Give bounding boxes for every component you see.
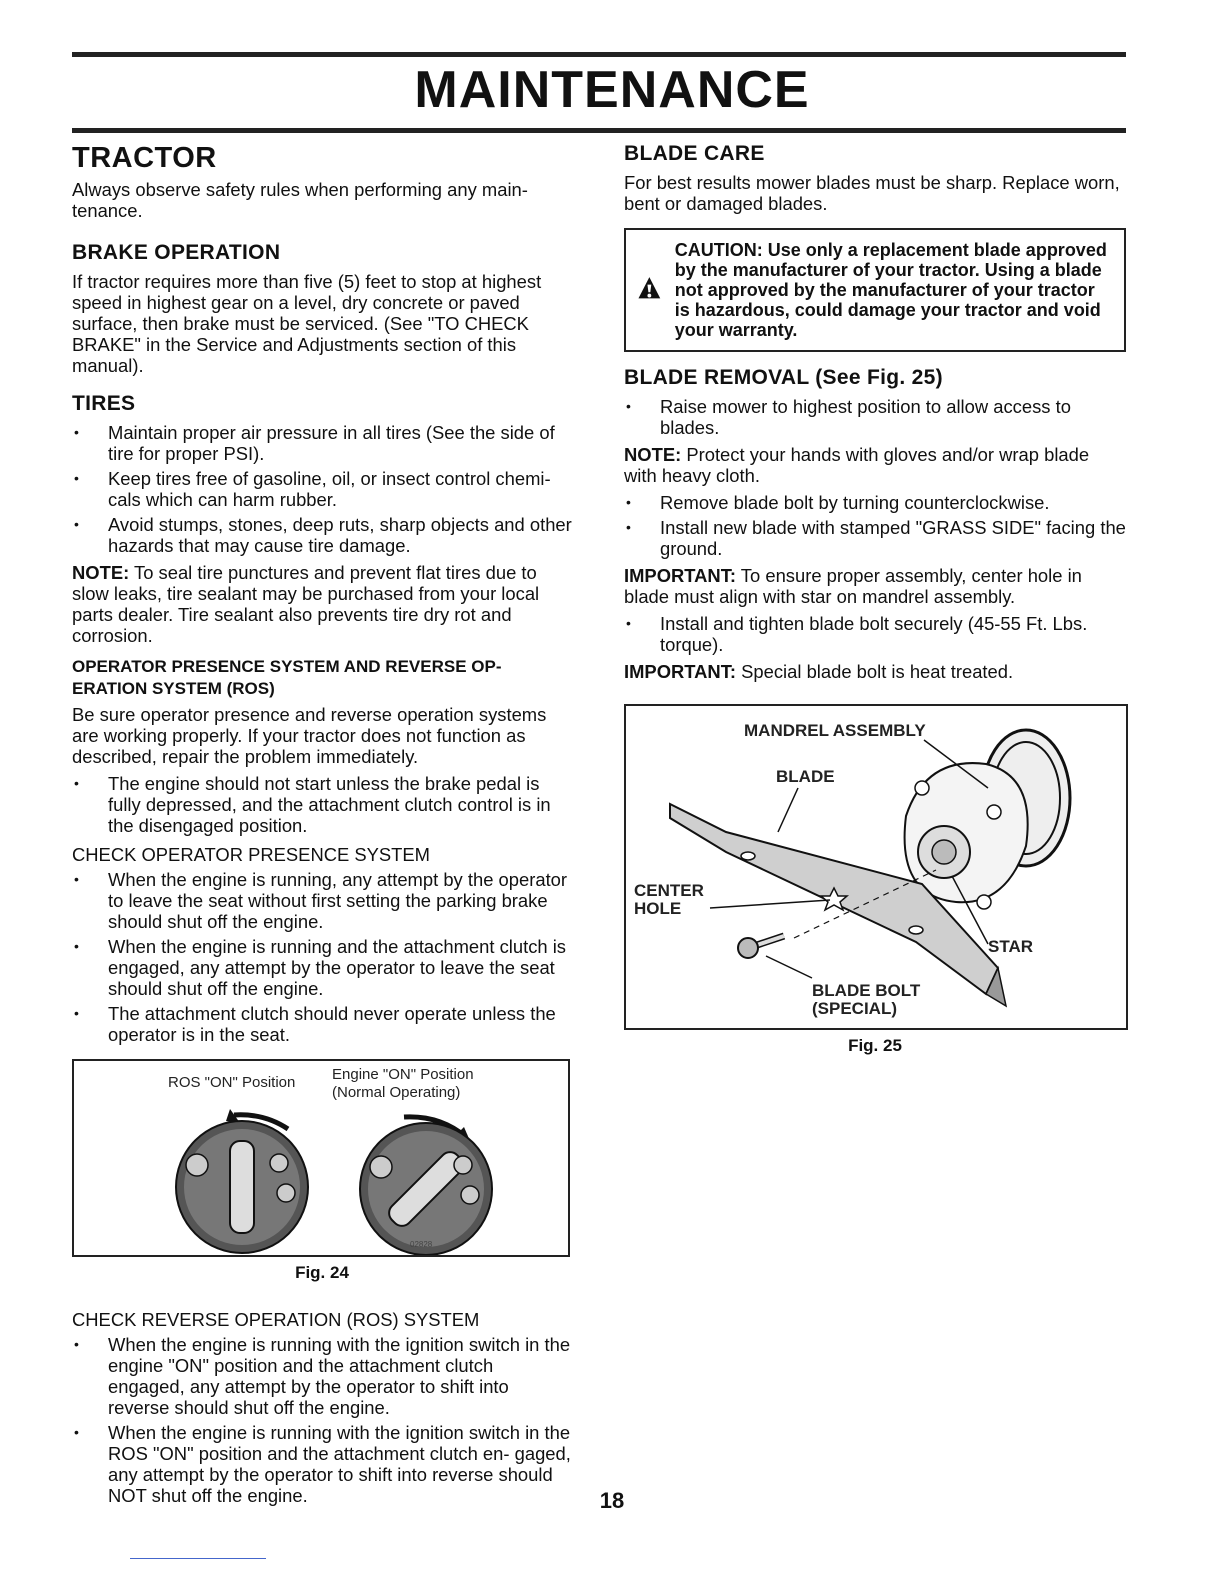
page-number: 18 xyxy=(599,1488,625,1513)
list-item: • When the engine is running with the ignition switch in the ROS "ON" position and the attachment clutch en- gaged, any attempt by the operator to shift into reverse should NOT shut off the engine. xyxy=(72,1422,572,1506)
list-item: • Avoid stumps, stones, deep ruts, sharp objects and other hazards that may cause tire damage. xyxy=(72,514,572,556)
list-item: • Install and tighten blade bolt securely (45-55 Ft. Lbs. torque). xyxy=(624,613,1126,655)
blade-leader-line xyxy=(778,788,798,832)
note-text: Protect your hands with gloves and/or wrap blade with heavy cloth. xyxy=(624,444,1090,486)
heading-blade-care: BLADE CARE xyxy=(624,142,765,165)
left-column xyxy=(72,142,572,1512)
blade-assembly-diagram xyxy=(626,706,1126,1028)
removal-note xyxy=(624,444,1126,486)
ros-dial-icon xyxy=(176,1109,308,1253)
list-item: • When the engine is running and the attachment clutch is engaged, any attempt by the operator to leave the seat should shut off the engine. xyxy=(72,936,572,999)
important-label: IMPORTANT: xyxy=(624,565,737,586)
center-hole-leader-line xyxy=(710,900,830,908)
heading-ros: OPERATOR PRESENCE SYSTEM AND REVERSE OP- ERATION SYSTEM (ROS) xyxy=(72,657,502,698)
caution-text: CAUTION: Use only a replacement blade approved by the manufacturer of your tractor. Using a blade not approved by the manufacturer of your tractor is hazardous, could damage your tractor and void your warranty. xyxy=(674,240,1107,340)
right-column xyxy=(624,142,1126,1068)
top-rule xyxy=(72,52,1126,57)
heading-check-operator-presence: CHECK OPERATOR PRESENCE SYSTEM xyxy=(72,844,431,865)
important-text: Special blade bolt is heat treated. xyxy=(736,661,1014,682)
bolt-leader-line xyxy=(766,956,812,978)
removal-list-3 xyxy=(624,613,1126,655)
hole-label: HOLE xyxy=(634,899,682,918)
mandrel-assembly-label: MANDREL ASSEMBLY xyxy=(744,721,926,740)
brake-text: If tractor requires more than five (5) feet to stop at highest speed in highest gear on a level, dry concrete or paved surface, then brake must be serviced. (See "TO CHECK BRAKE" in the Service and Adjustments section of this manual). xyxy=(72,271,542,376)
removal-list-2 xyxy=(624,492,1126,559)
note-label: NOTE: xyxy=(72,562,130,583)
heading-blade-removal: BLADE REMOVAL (See Fig. 25) xyxy=(624,366,943,389)
ros-list-3 xyxy=(72,1334,572,1506)
important-note-1 xyxy=(624,565,1126,607)
engine-position-sublabel: (Normal Operating) xyxy=(332,1084,461,1101)
removal-list-1 xyxy=(624,396,1126,438)
figure-24-caption: Fig. 24 xyxy=(295,1263,349,1282)
blade-bolt-label: BLADE BOLT xyxy=(812,981,921,1000)
list-item: • The attachment clutch should never operate unless the operator is in the seat. xyxy=(72,1003,572,1045)
important-label: IMPORTANT: xyxy=(624,661,737,682)
figure-25-caption: Fig. 25 xyxy=(848,1036,902,1055)
warning-icon xyxy=(638,240,661,336)
ros-list-2 xyxy=(72,869,572,1045)
important-text: To ensure proper assembly, center hole in blade must align with star on mandrel assembly. xyxy=(624,565,1082,607)
note-text: To seal tire punctures and prevent flat tires due to slow leaks, tire sealant may be purchased from your local parts dealer. Tire sealant also prevents tire dry rot and corrosion. xyxy=(72,562,540,646)
blade-bolt-sublabel: (SPECIAL) xyxy=(812,999,897,1018)
figure-code: 02828 xyxy=(410,1240,433,1249)
list-item: • Keep tires free of gasoline, oil, or insect control chemi- cals which can harm rubber. xyxy=(72,468,572,510)
list-item: • Install new blade with stamped "GRASS SIDE" facing the ground. xyxy=(624,517,1126,559)
list-item: • Raise mower to highest position to allow access to blades. xyxy=(624,396,1126,438)
important-note-2 xyxy=(624,661,1126,682)
list-item: • When the engine is running, any attempt by the operator to leave the seat without first setting the parking brake should shut off the engine. xyxy=(72,869,572,932)
heading-brake-operation: BRAKE OPERATION xyxy=(72,241,281,264)
footer-link-line xyxy=(130,1558,266,1559)
page-title: MAINTENANCE xyxy=(414,61,810,119)
section-title-tractor: TRACTOR xyxy=(72,142,217,174)
list-item: • Maintain proper air pressure in all tires (See the side of tire for proper PSI). xyxy=(72,422,572,464)
ignition-switch-diagram xyxy=(74,1061,568,1255)
note-label: NOTE: xyxy=(624,444,682,465)
mandrel-assembly-icon xyxy=(905,730,1070,909)
star-label: STAR xyxy=(988,937,1034,956)
tires-note xyxy=(72,562,572,646)
blade-bolt-icon xyxy=(738,936,784,958)
list-item: • When the engine is running with the ignition switch in the engine "ON" position and the attachment clutch engaged, any attempt by the operator to shift into reverse should shut off the engine. xyxy=(72,1334,572,1418)
list-item: • Remove blade bolt by turning counterclockwise. xyxy=(624,492,1126,513)
figure-24 xyxy=(72,1059,570,1257)
heading-tires: TIRES xyxy=(72,392,136,415)
tractor-intro: Always observe safety rules when performing any main- tenance. xyxy=(72,179,528,221)
heading-check-ros: CHECK REVERSE OPERATION (ROS) SYSTEM xyxy=(72,1309,480,1330)
ros-position-label: ROS "ON" Position xyxy=(168,1074,296,1091)
tires-list xyxy=(72,422,572,556)
blade-care-text: For best results mower blades must be sharp. Replace worn, bent or damaged blades. xyxy=(624,172,1120,214)
figure-25 xyxy=(624,704,1128,1030)
engine-position-label: Engine "ON" Position xyxy=(332,1066,474,1083)
ros-list-1 xyxy=(72,773,572,836)
title-rule xyxy=(72,128,1126,133)
blade-label: BLADE xyxy=(776,767,835,786)
ros-text: Be sure operator presence and reverse operation systems are working properly. If your tractor does not function as described, repair the problem immediately. xyxy=(72,704,547,767)
center-label: CENTER xyxy=(634,881,704,900)
engine-dial-icon xyxy=(360,1117,492,1255)
caution-box xyxy=(624,228,1126,352)
list-item: • The engine should not start unless the brake pedal is fully depressed, and the attachment clutch control is in the disengaged position. xyxy=(72,773,572,836)
